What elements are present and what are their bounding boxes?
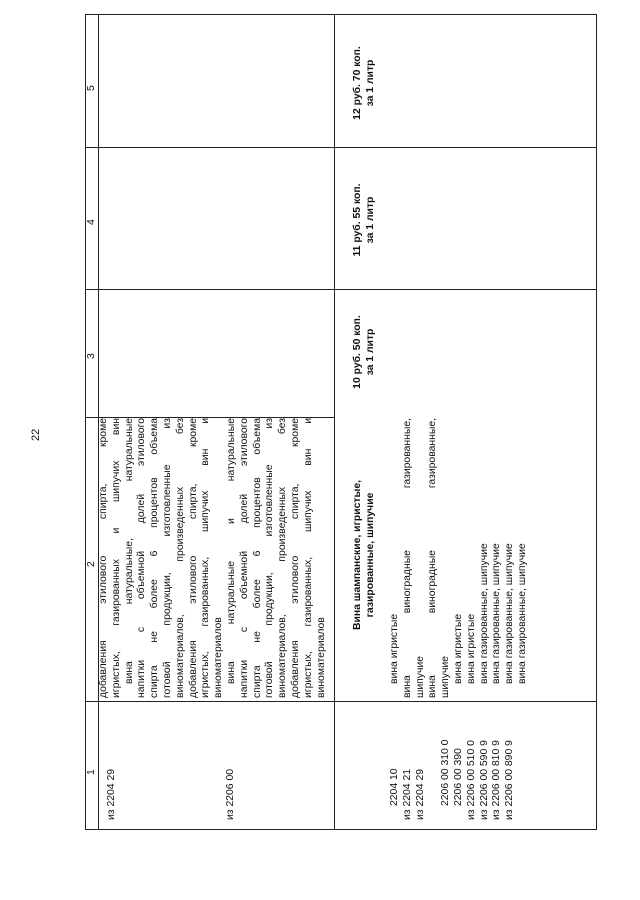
code: из 2206 00 510 0 (465, 740, 477, 820)
code: 2204 10 (389, 768, 400, 806)
rate-line: за 1 литр (364, 328, 376, 376)
rate-line: 11 руб. 55 коп. (352, 183, 363, 257)
header-col-2: 2 (86, 561, 97, 567)
item: вина виноградные газированные, (427, 418, 439, 698)
row2-title (352, 455, 378, 655)
rate-col3 (352, 287, 378, 417)
col-divider-3-4 (86, 289, 596, 290)
desc-a-line: виноматериалов (213, 617, 225, 698)
rate-col5 (352, 23, 378, 143)
desc-b-line: добавления этилового спирта, кроме (289, 418, 301, 698)
item: вина газированные, шипучие (516, 543, 528, 684)
col-divider-1-2 (86, 701, 596, 702)
code-2204-29: из 2204 29 (106, 768, 117, 820)
item: шипучие (414, 656, 426, 698)
desc-b-line: виноматериалов (315, 617, 327, 698)
item: вина игристые (389, 613, 400, 684)
col-divider-4-5 (86, 147, 596, 148)
item: вина газированные, шипучие (491, 543, 503, 684)
desc-a-line: виноматериалов, произведенных без (174, 418, 186, 698)
desc-b-line: игристых, газированных, шипучих вин и (302, 418, 314, 698)
item: шипучие (440, 656, 452, 698)
desc-b-line: спирта не более 6 процентов объема (251, 418, 263, 698)
desc-a-line: готовой продукции, изготовленные из (161, 418, 173, 698)
codes-row2 (389, 740, 517, 820)
desc-a-line: вина натуральные, натуральные (123, 418, 135, 684)
desc-a-line: добавления этилового спирта, кроме (187, 418, 199, 698)
header-col-1: 1 (86, 769, 97, 775)
desc-a-line: игристых, газированных, шипучих вин и (200, 418, 212, 698)
header-col-5: 5 (86, 85, 97, 91)
rate-col4 (352, 155, 378, 285)
code: из 2206 00 810 9 (491, 740, 503, 820)
item: вина виноградные газированные, (401, 418, 413, 698)
item: вина газированные, шипучие (504, 543, 516, 684)
desc-b-line: готовой продукции, изготовленные из (264, 418, 276, 698)
code: из 2206 00 890 9 (504, 740, 516, 820)
desc-b-line: виноматериалов, произведенных без (277, 418, 289, 698)
desc-b-line: вина натуральные и натуральные (226, 418, 237, 684)
rate-line: за 1 литр (364, 196, 376, 244)
description-block-a (98, 418, 226, 698)
tariff-table (85, 14, 597, 830)
code: из 2204 29 (414, 768, 426, 820)
code: из 2206 00 590 9 (478, 740, 490, 820)
rate-line: за 1 литр (364, 59, 376, 107)
item: вина игристые (465, 613, 477, 684)
code: из 2204 21 (401, 768, 413, 820)
code: 2206 00 310 0 (440, 739, 452, 806)
row2-title-line: Вина шампанские, игристые, (352, 479, 363, 631)
desc-a-line: игристых, газированных и шипучих вин (110, 418, 122, 698)
desc-b-line: напитки с объемной долей этилового (238, 418, 250, 698)
code: 2206 00 390 (452, 748, 464, 806)
desc-a-line: напитки с объемной долей этилового (136, 418, 148, 698)
item: вина игристые (452, 613, 464, 684)
page-number: 22 (30, 428, 42, 441)
row-divider (334, 15, 335, 829)
header-col-4: 4 (86, 219, 97, 225)
items-row2 (389, 418, 530, 698)
header-col-3: 3 (86, 353, 97, 359)
desc-a-line: спирта не более 6 процентов объема (149, 418, 161, 698)
item: вина газированные, шипучие (478, 543, 490, 684)
rate-line: 10 руб. 50 коп. (352, 315, 363, 389)
description-block-b (226, 418, 328, 698)
rate-line: 12 руб. 70 коп. (352, 46, 363, 120)
row2-title-line: газированные, шипучие (364, 492, 376, 618)
code-2206-00: из 2206 00 (225, 768, 236, 820)
desc-a-line: добавления этилового спирта, кроме (98, 418, 109, 698)
